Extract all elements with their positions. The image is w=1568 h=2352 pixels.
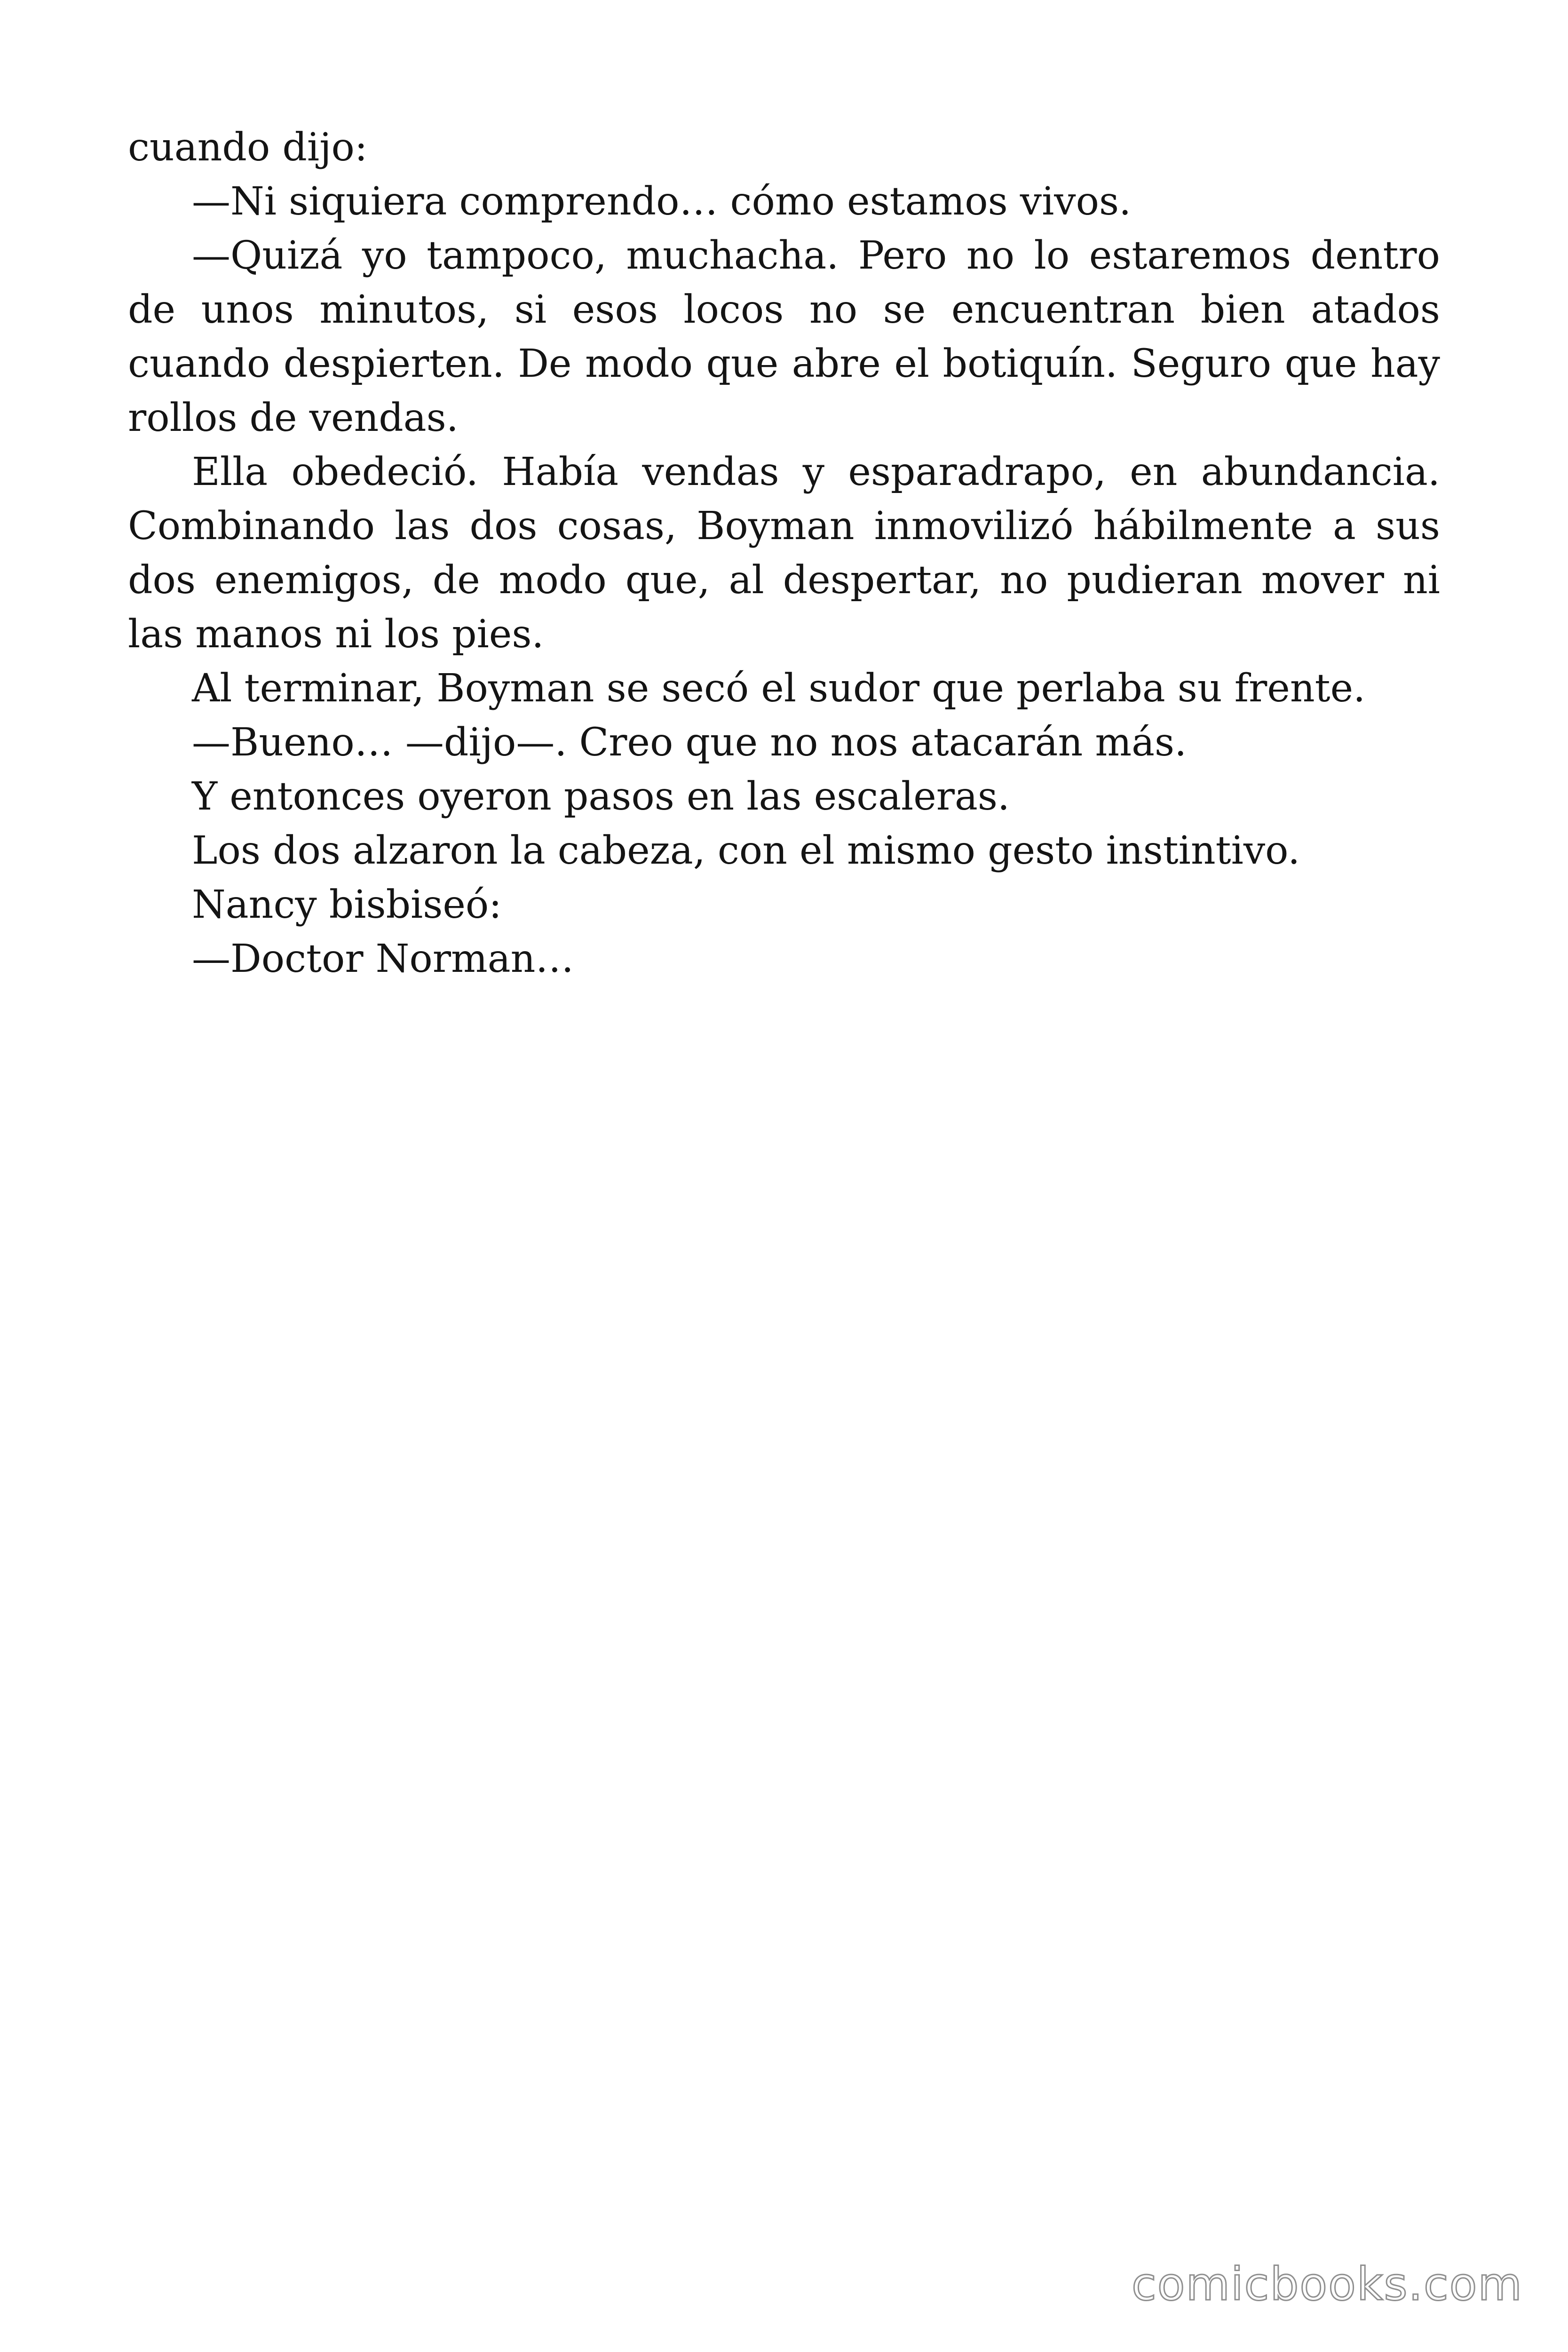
paragraph: —Bueno… —dijo—. Creo que no nos atacarán más.: [192, 720, 1187, 765]
paragraph: Nancy bisbiseó:: [192, 882, 502, 927]
body-text: [128, 120, 1440, 986]
paragraph: Al terminar, Boyman se secó el sudor que perlaba su frente.: [192, 666, 1366, 711]
watermark: comicbooks.com: [1131, 2258, 1523, 2311]
paragraph: Y entonces oyeron pasos en las escaleras.: [192, 774, 1010, 819]
paragraph: —Doctor Norman…: [192, 937, 574, 981]
paragraph: —Quizá yo tampoco, muchacha. Pero no lo estaremos dentro de unos minutos, si esos locos no se encuentran bien atados cuando despierten. De modo que abre el botiquín. Seguro que hay rollos de vendas.: [128, 233, 1440, 440]
paragraph: cuando dijo:: [128, 125, 368, 170]
paragraph: Ella obedeció. Había vendas y esparadrapo, en abundancia. Combinando las dos cosas, Boyman inmovilizó hábilmente a sus dos enemigos, de modo que, al despertar, no pudieran mover ni las manos ni los pies.: [128, 450, 1440, 657]
paragraph: —Ni siquiera comprendo… cómo estamos vivos.: [192, 179, 1132, 224]
paragraph: Los dos alzaron la cabeza, con el mismo gesto instintivo.: [192, 828, 1300, 873]
